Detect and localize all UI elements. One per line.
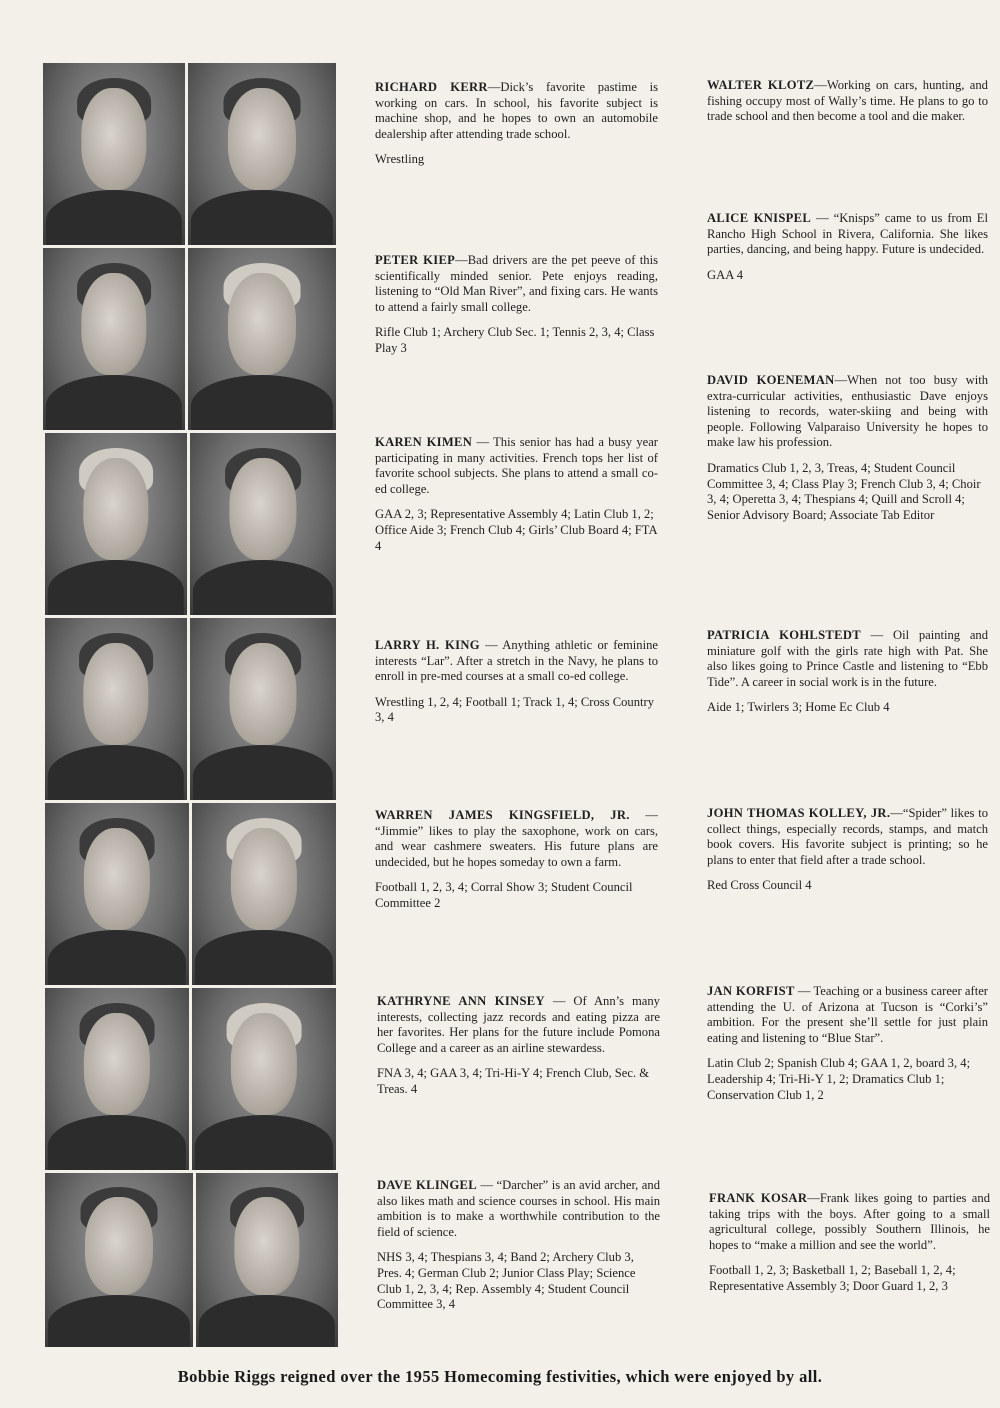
student-activities: FNA 3, 4; GAA 3, 4; Tri-Hi-Y 4; French Club, Sec. & Treas. 4 (377, 1066, 650, 1096)
entry-richard-kerr (375, 80, 658, 168)
student-activities: GAA 2, 3; Representative Assembly 4; Latin Club 1, 2; Office Aide 3; French Club 4; Girls’ Club Board 4; FTA 4 (375, 507, 657, 553)
portrait-richard-kerr (43, 63, 185, 245)
student-bio: Anything athletic or feminine interests “Lar”. After a stretch in the Navy, he plans to enroll in pre-med courses at a small co-ed college. (375, 638, 658, 684)
student-bio: Working on cars, hunting, and fishing occupy most of Wally’s time. He plans to go to trade school and then become a tool and die maker. (707, 78, 988, 124)
portrait-alice-knispel (188, 248, 336, 430)
entry-warren-kingsfield (375, 808, 658, 912)
student-name: WALTER KLOTZ (707, 78, 815, 92)
student-name: RICHARD KERR (375, 80, 488, 94)
student-name: DAVE KLINGEL (377, 1178, 477, 1192)
entry-kathryne-kinsey (377, 994, 660, 1098)
student-activities: Dramatics Club 1, 2, 3, Treas, 4; Student Council Committee 3, 4; Class Play 3; French Club 3, 4; Choir 3, 4; Operetta 3, 4; Thespians 4; Quill and Scroll 4; Senior Advisory Board; Associate Tab Editor (707, 460, 981, 522)
portrait-frank-kosar (196, 1173, 338, 1347)
portrait-david-koeneman (190, 433, 336, 615)
portrait-larry-king (45, 618, 187, 800)
entry-walter-klotz (707, 78, 988, 125)
entry-david-koeneman (707, 373, 988, 523)
student-activities: NHS 3, 4; Thespians 3, 4; Band 2; Archery Club 3, Pres. 4; German Club 2; Junior Class Play; Science Club 1, 2, 3, 4; Rep. Assembly 4; Student Council Committee 3, 4 (377, 1250, 636, 1312)
student-bio: “Knisps” came to us from El Rancho High School in Rivera, California. She likes parties, dancing, and being happy. Future is undecided. (707, 211, 988, 257)
portrait-peter-kiep (43, 248, 185, 430)
name-separator: — (807, 1191, 820, 1205)
student-bio: Oil painting and miniature golf with the girls rate high with Pat. She also likes going to Prince Castle and listening to “Ebb Tide”. A career in social work is in the future. (707, 628, 989, 689)
student-activities: Red Cross Council 4 (707, 878, 812, 893)
entry-frank-kosar (709, 1191, 990, 1295)
student-bio: “Spider” likes to collect things, especially records, stamps, and match book covers. His favorite subject is printing; so he plans to enter that field after a trade school. (707, 806, 988, 867)
student-activities: Wrestling 1, 2, 4; Football 1; Track 1, 4; Cross Country 3, 4 (375, 694, 655, 725)
student-activities: Football 1, 2, 3; Basketball 1, 2; Baseball 1, 2, 4; Representative Assembly 3; Door Guard 1, 2, 3 (709, 1263, 956, 1293)
student-name: ALICE KNISPEL (707, 211, 812, 225)
student-activities: Latin Club 2; Spanish Club 4; GAA 1, 2, board 3, 4; Leadership 4; Tri-Hi-Y 1, 2; Dramatics Club 1; Conservation Club 1, 2 (707, 1056, 971, 1102)
student-name: PATRICIA KOHLSTEDT (707, 628, 861, 642)
student-bio: Of Ann’s many interests, collecting jazz records and eating pizza are her favorites. Her plans for the future include Pomona College and a career as an airline stewardess. (377, 994, 660, 1055)
entry-jan-korfist (707, 984, 988, 1103)
student-activities: Rifle Club 1; Archery Club Sec. 1; Tennis 2, 3, 4; Class Play 3 (375, 325, 655, 355)
student-name: JOHN THOMAS KOLLEY, JR. (707, 806, 891, 820)
name-separator: — (472, 435, 494, 449)
name-separator: — (544, 994, 574, 1008)
student-name: DAVID KOENEMAN (707, 373, 835, 387)
portrait-kathryne-kinsey (45, 988, 189, 1170)
name-separator: — (834, 373, 848, 387)
student-name: KATHRYNE ANN KINSEY (377, 994, 545, 1008)
portrait-warren-kingsfield (45, 803, 189, 985)
name-separator: — (814, 78, 827, 92)
student-bio: Frank likes going to parties and taking trips with the boys. After going to a small agricultural college, possibly Southern Illinois, he hopes to “make a million and see the world”. (709, 1191, 990, 1252)
portrait-patricia-kohlstedt (190, 618, 336, 800)
portrait-john-kolley (192, 803, 336, 985)
student-activities: Wrestling (375, 152, 425, 167)
student-activities: Aide 1; Twirlers 3; Home Ec Club 4 (707, 700, 890, 715)
student-activities: Football 1, 2, 3, 4; Corral Show 3; Student Council Committee 2 (375, 880, 633, 910)
student-bio: This senior has had a busy year participating in many activities. French tops her list of favorite school subjects. She plans to attend a small co-ed college. (375, 435, 658, 496)
entry-patricia-kohlstedt (707, 628, 988, 716)
name-separator: — (860, 628, 893, 642)
student-bio: Bad drivers are the pet peeve of this scientifically minded senior. Pete enjoys reading, listening to “Old Man River”, and fixing cars. He wants to attend a fairly small college. (375, 253, 658, 314)
portrait-jan-korfist (192, 988, 336, 1170)
student-name: WARREN JAMES KINGSFIELD, JR. (375, 808, 630, 822)
student-activities: GAA 4 (707, 267, 744, 282)
entry-alice-knispel (707, 211, 988, 283)
entry-karen-kimen (375, 435, 658, 554)
name-separator: — (811, 211, 834, 225)
student-name: KAREN KIMEN (375, 435, 473, 449)
entry-larry-king (375, 638, 658, 726)
student-bio: When not too busy with extra-curricular activities, enthusiastic Dave enjoys listening to records, water-skiing and being with people. Following Valparaiso University he hopes to make law his profession. (707, 373, 988, 450)
student-bio: “Darcher” is an avid archer, and also likes math and science courses in school. His main ambition is to make a worthwhile contribution to the field of science. (377, 1178, 660, 1239)
portrait-walter-klotz (188, 63, 336, 245)
student-bio: Teaching or a business career after attending the U. of Arizona at Tucson is “Corki’s” ambition. For the present she’ll settle for just plain eating and listening to “Blue Star”. (707, 984, 988, 1045)
student-bio: “Jimmie” likes to play the saxophone, work on cars, and wear cashmere sweaters. His future plans are undecided, but he hopes someday to own a farm. (375, 823, 658, 869)
page-caption: Bobbie Riggs reigned over the 1955 Homecoming festivities, which were enjoyed by all. (177, 1367, 823, 1386)
name-separator: — (629, 808, 658, 822)
student-bio: Dick’s favorite pastime is working on cars. In school, his favorite subject is machine shop, and he hopes to own an automobile dealership after attending trade school. (375, 80, 658, 141)
student-name: PETER KIEP (375, 253, 456, 267)
name-separator: — (890, 806, 903, 820)
entry-john-kolley (707, 806, 988, 894)
name-separator: — (487, 80, 501, 94)
name-separator: — (794, 984, 814, 998)
name-separator: — (476, 1178, 497, 1192)
student-name: JAN KORFIST (707, 984, 795, 998)
name-separator: — (455, 253, 468, 267)
portrait-dave-klingel (45, 1173, 193, 1347)
student-name: LARRY H. KING (375, 638, 480, 652)
portrait-karen-kimen (45, 433, 187, 615)
student-name: FRANK KOSAR (709, 1191, 808, 1205)
name-separator: — (479, 638, 503, 652)
entry-dave-klingel (377, 1178, 660, 1313)
entry-peter-kiep (375, 253, 658, 357)
